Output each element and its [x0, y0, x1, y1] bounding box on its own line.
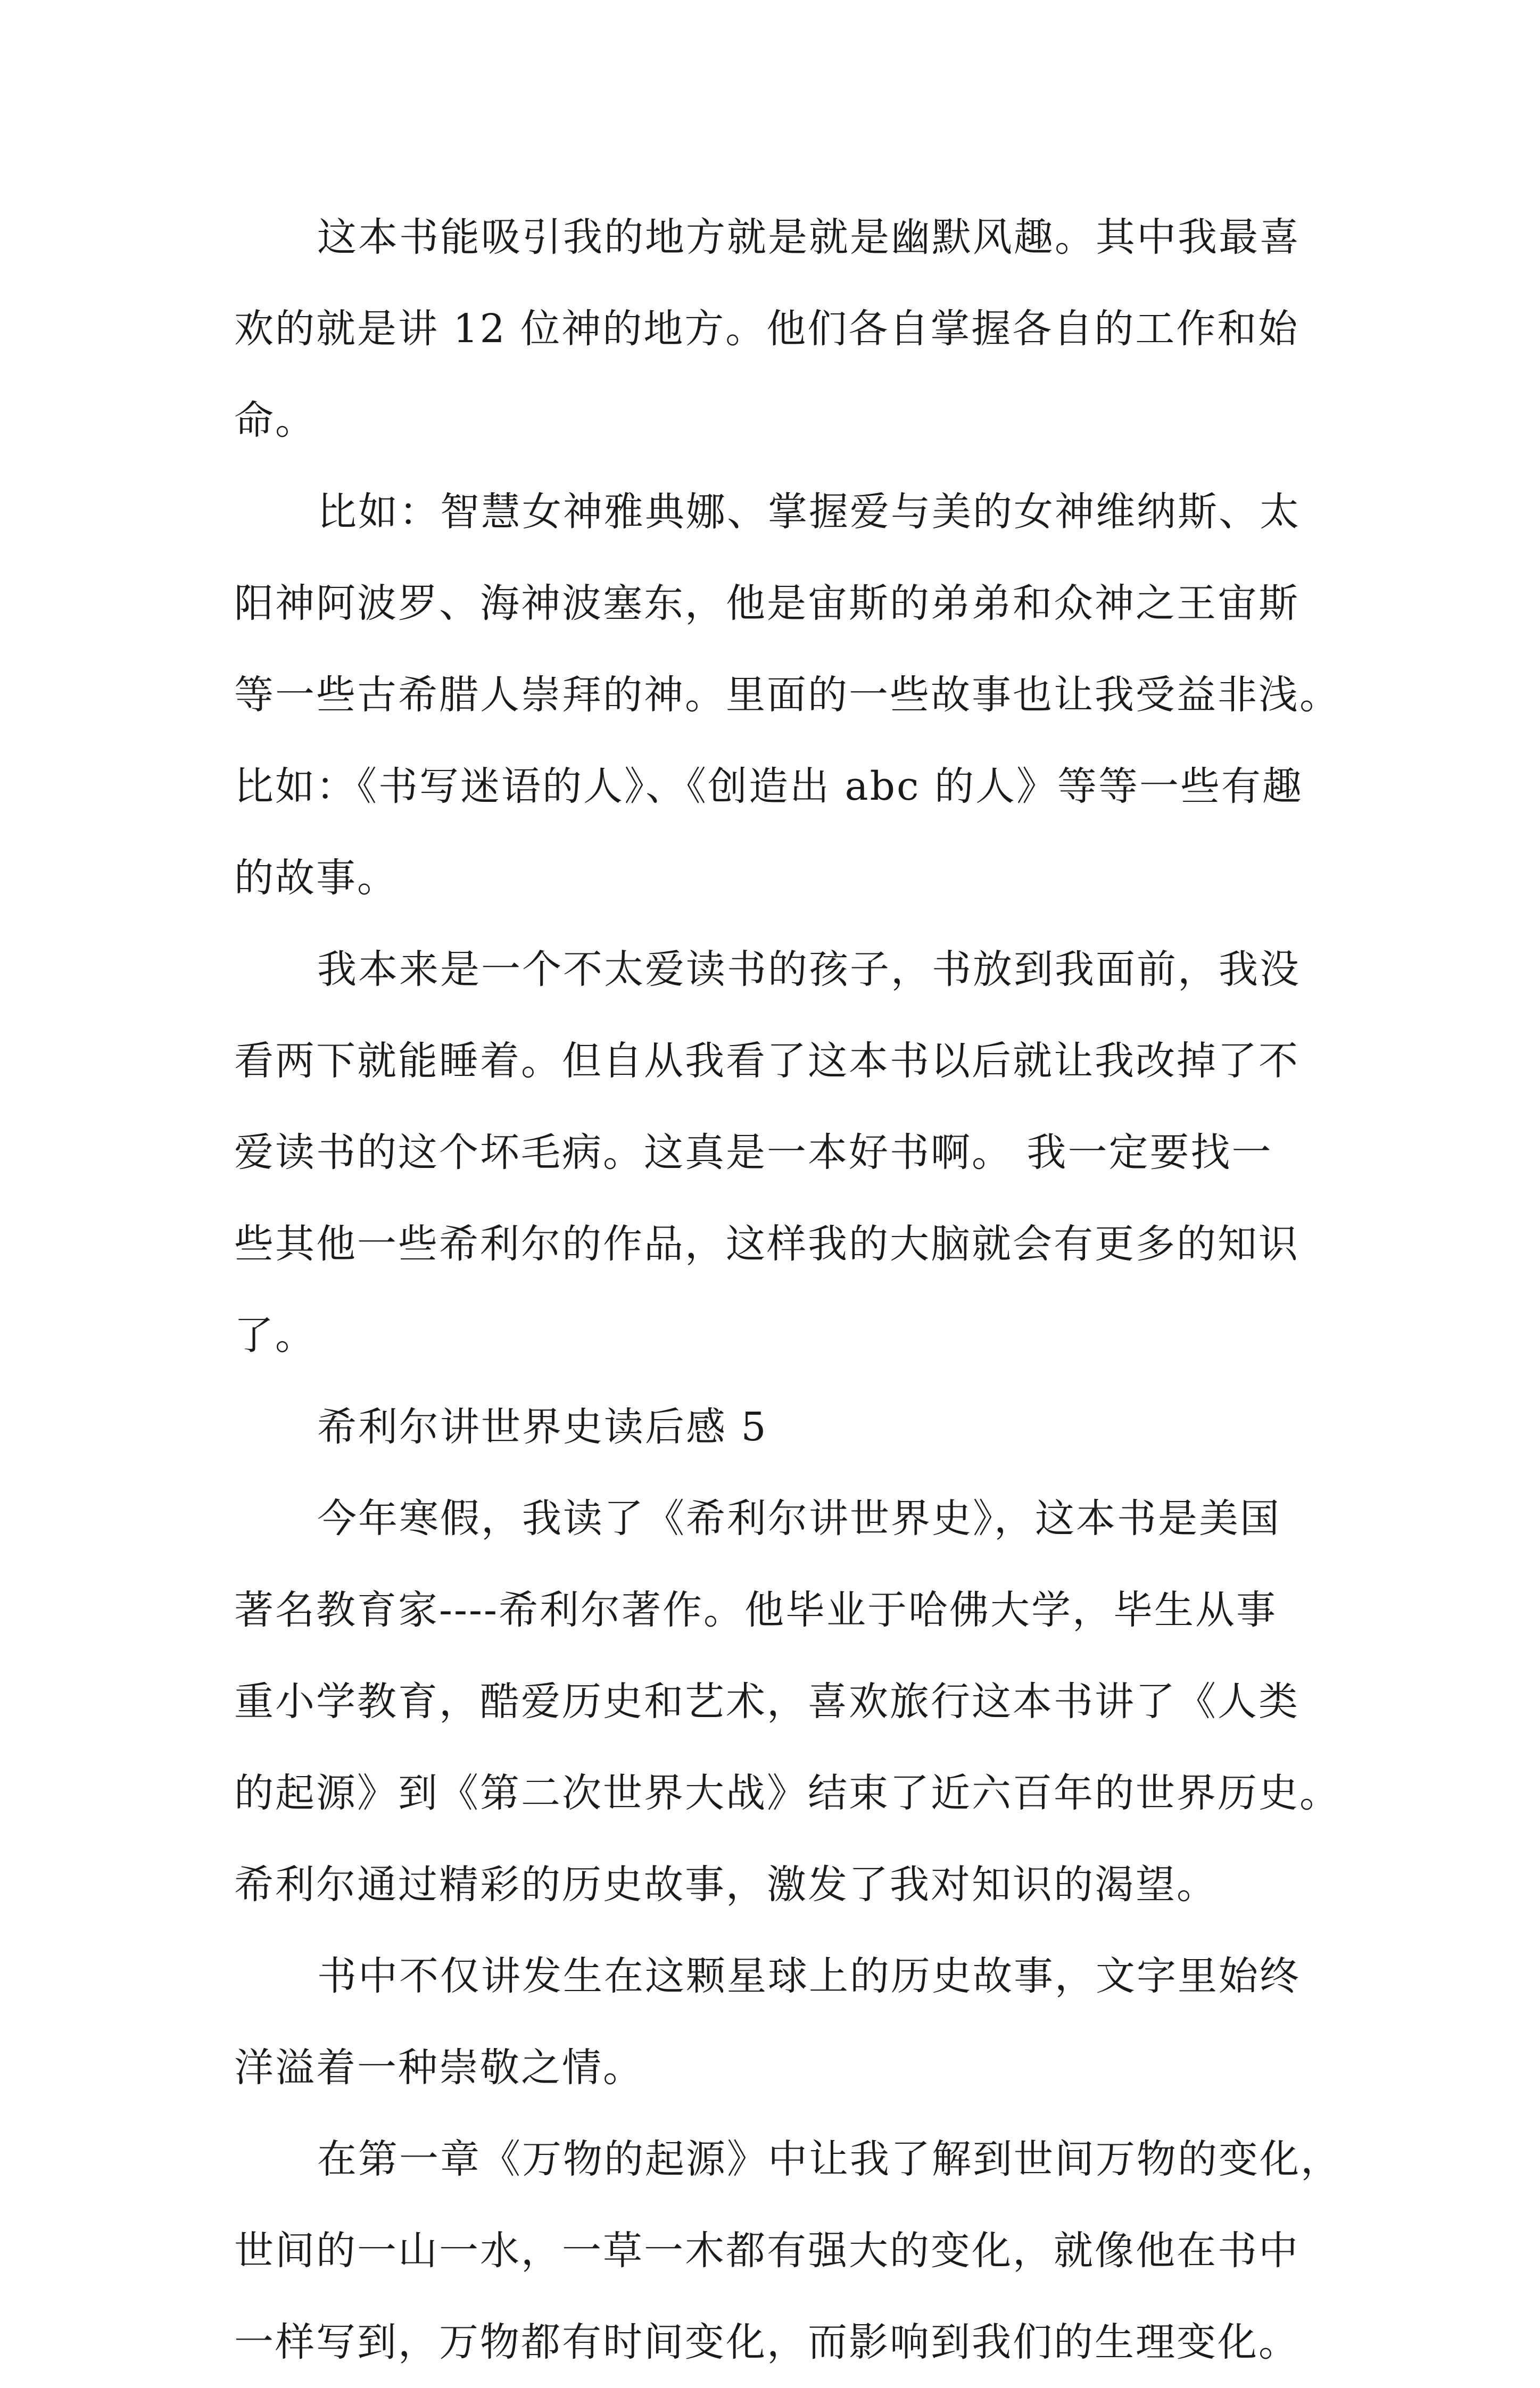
paragraph-line: 比如：智慧女神雅典娜、掌握爱与美的女神维纳斯、太	[317, 489, 1301, 535]
paragraph-line: 等一些古希腊人崇拜的神。里面的一些故事也让我受益非浅。	[234, 672, 1340, 718]
paragraph-line: 今年寒假，我读了《希利尔讲世界史》，这本书是美国	[317, 1496, 1281, 1541]
paragraph-line: 了。	[234, 1313, 316, 1358]
paragraph-line: 一样写到，万物都有时间变化，而影响到我们的生理变化。	[234, 2319, 1299, 2365]
paragraph-line: 这本书能吸引我的地方就是就是幽默风趣。其中我最喜	[317, 214, 1301, 260]
paragraph-line: 看两下就能睡着。但自从我看了这本书以后就让我改掉了不	[234, 1038, 1299, 1084]
paragraph-line: 书中不仅讲发生在这颗星球上的历史故事，文字里始终	[317, 1953, 1301, 1999]
paragraph-line: 洋溢着一种崇敬之情。	[234, 2045, 644, 2091]
paragraph-line: 比如：《书写迷语的人》、《创造出 abc 的人》等等一些有趣	[234, 764, 1303, 809]
paragraph-line: 世间的一山一水，一草一木都有强大的变化，就像他在书中	[234, 2228, 1299, 2274]
paragraph-line: 在第一章《万物的起源》中让我了解到世间万物的变化，	[317, 2136, 1342, 2182]
paragraph-line: 重小学教育，酷爱历史和艺术，喜欢旅行这本书讲了《人类	[234, 1679, 1299, 1724]
paragraph-line: 著名教育家----希利尔著作。他毕业于哈佛大学，毕生从事	[234, 1587, 1278, 1633]
paragraph-line: 我本来是一个不太爱读书的孩子，书放到我面前，我没	[317, 947, 1301, 992]
paragraph-line: 的起源》到《第二次世界大战》结束了近六百年的世界历史。	[234, 1770, 1340, 1816]
paragraph-line: 希利尔通过精彩的历史故事，激发了我对知识的渴望。	[234, 1862, 1218, 1908]
paragraph-line: 欢的就是讲 12 位神的地方。他们各自掌握各自的工作和始	[234, 306, 1299, 352]
document-body	[234, 192, 1342, 2388]
paragraph-line: 的故事。	[234, 855, 398, 901]
paragraph-line: 命。	[234, 397, 316, 443]
section-heading: 希利尔讲世界史读后感 5	[317, 1404, 768, 1450]
paragraph-line: 阳神阿波罗、海神波塞东，他是宙斯的弟弟和众神之王宙斯	[234, 581, 1299, 626]
paragraph-line: 爱读书的这个坏毛病。这真是一本好书啊。 我一定要找一	[234, 1130, 1273, 1175]
paragraph-line: 些其他一些希利尔的作品，这样我的大脑就会有更多的知识	[234, 1221, 1299, 1267]
